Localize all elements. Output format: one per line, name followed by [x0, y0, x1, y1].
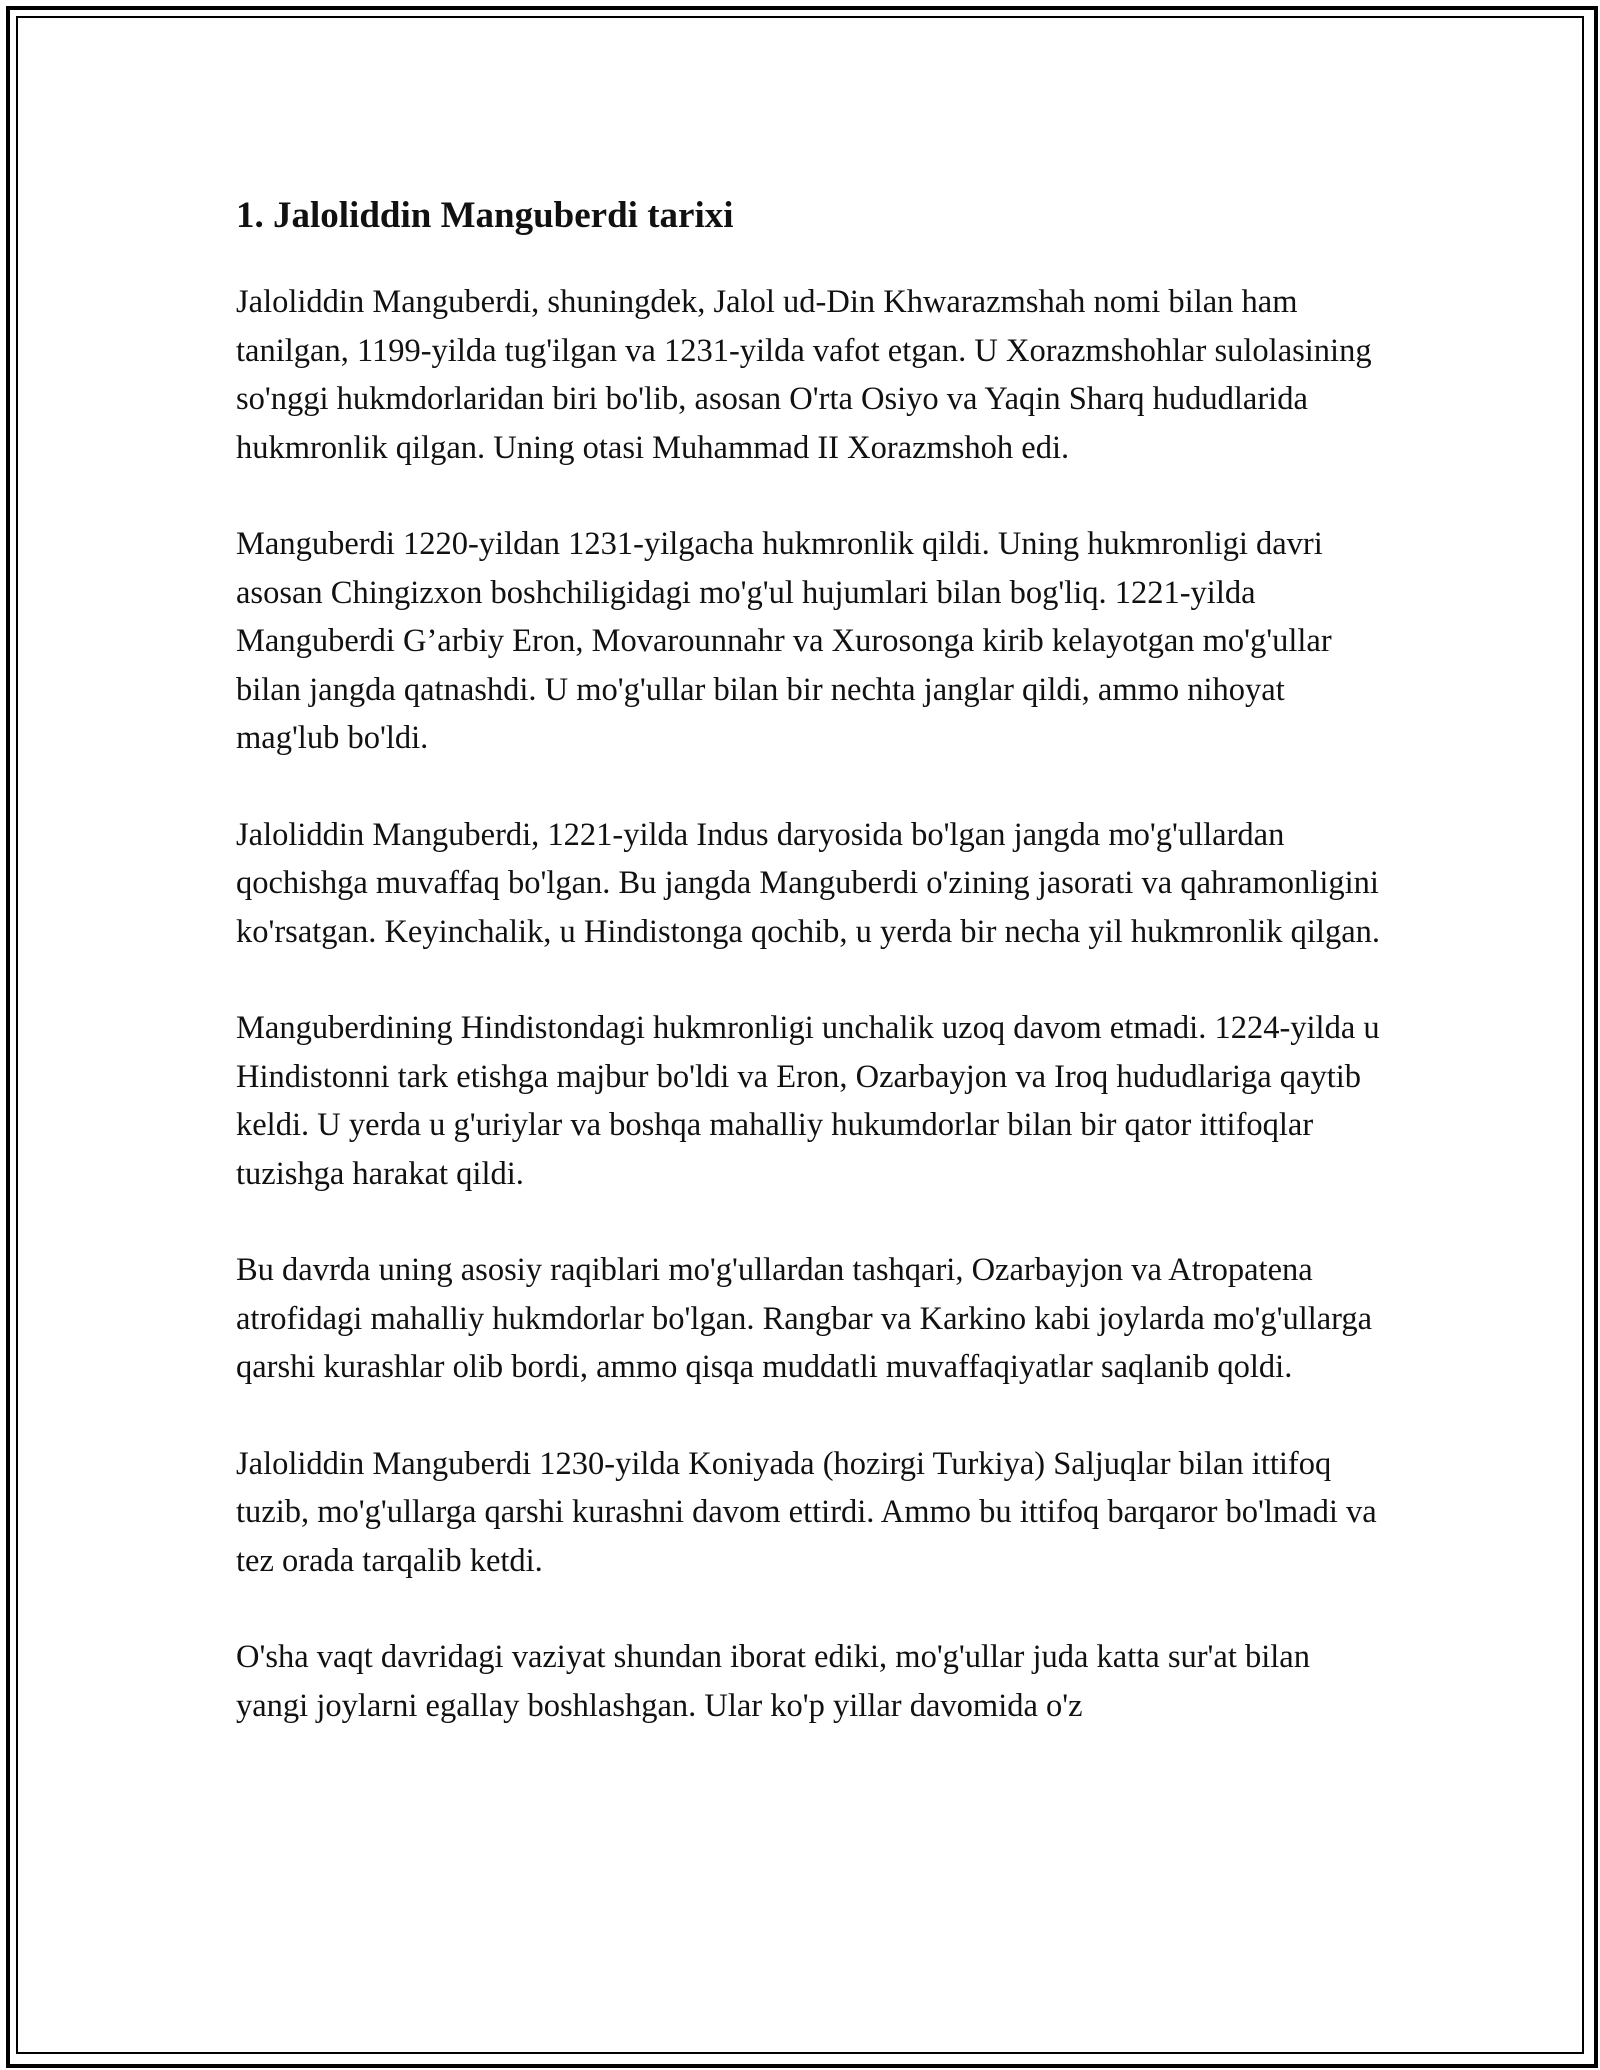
paragraph: Jaloliddin Manguberdi, shuningdek, Jalol ud-Din Khwarazmshah nomi bilan ham tanilgan, 1199-yilda tug'ilgan va 1231-yilda vafot etgan. U Xorazmshohlar sulolasining so'nggi hukmdorlaridan biri bo'lib, asosan O'rta Osiyo va Yaqin Sharq hududlarida hukmronlik qilgan. Uning otasi Muhammad II Xorazmshoh edi.	[236, 284, 1372, 466]
paragraph: Manguberdi 1220-yildan 1231-yilgacha hukmronlik qildi. Uning hukmronligi davri asosan Chingizxon boshchiligidagi mo'g'ul hujumlari bilan bog'liq. 1221-yilda Manguberdi G’arbiy Eron, Movarounnahr va Xurosonga kirib kelayotgan mo'g'ullar bilan jangda qatnashdi. U mo'g'ullar bilan bir nechta janglar qildi, ammo nihoyat mag'lub bo'ldi.	[236, 526, 1332, 756]
document-title: 1. Jaloliddin Manguberdi tarixi	[236, 195, 734, 236]
paragraph: Jaloliddin Manguberdi 1230-yilda Koniyada (hozirgi Turkiya) Saljuqlar bilan ittifoq tuzib, mo'g'ullarga qarshi kurashni davom ettirdi. Ammo bu ittifoq barqaror bo'lmadi va tez orada tarqalib ketdi.	[236, 1445, 1377, 1579]
paragraph: O'sha vaqt davridagi vaziyat shundan iborat ediki, mo'g'ullar juda katta sur'at bilan yangi joylarni egallay boshlashgan. Ular ko'p yillar davomida o'z	[236, 1639, 1310, 1724]
paragraph: Jaloliddin Manguberdi, 1221-yilda Indus daryosida bo'lgan jangda mo'g'ullardan qochishga muvaffaq bo'lgan. Bu jangda Manguberdi o'zining jasorati va qahramonligini ko'rsatgan. Keyinchalik, u Hindistonga qochib, u yerda bir necha yil hukmronlik qilgan.	[236, 816, 1381, 950]
paragraph: Manguberdining Hindistondagi hukmronligi unchalik uzoq davom etmadi. 1224-yilda u Hindistonni tark etishga majbur bo'ldi va Eron, Ozarbayjon va Iroq hududlariga qaytib keldi. U yerda u g'uriylar va boshqa mahalliy hukumdorlar bilan bir qator ittifoqlar tuzishga harakat qildi.	[236, 1010, 1380, 1192]
document-body	[236, 188, 1386, 1778]
paragraph: Bu davrda uning asosiy raqiblari mo'g'ullardan tashqari, Ozarbayjon va Atropatena atrofidagi mahalliy hukmdorlar bo'lgan. Rangbar va Karkino kabi joylarda mo'g'ullarga qarshi kurashlar olib bordi, ammo qisqa muddatli muvaffaqiyatlar saqlanib qoldi.	[236, 1252, 1373, 1385]
